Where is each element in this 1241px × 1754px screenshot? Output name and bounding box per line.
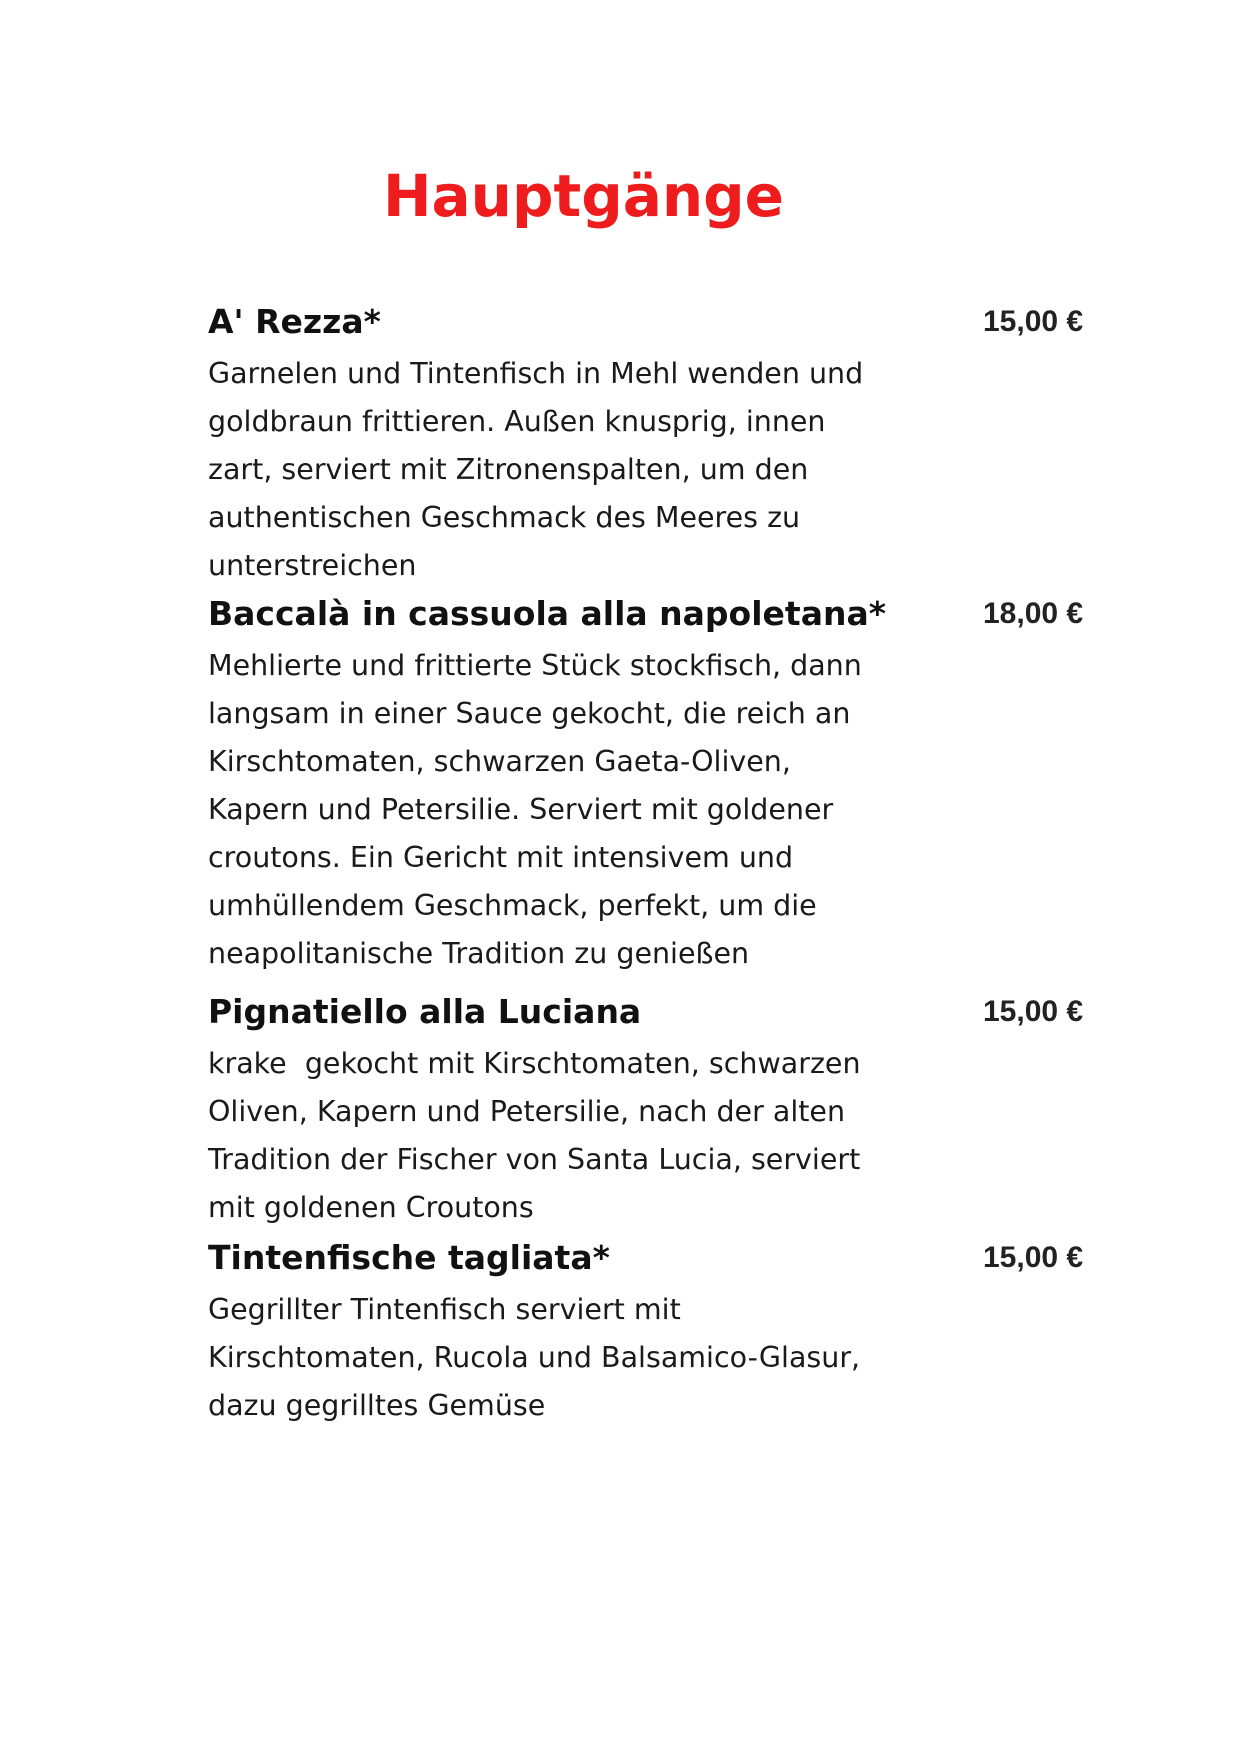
dish-description: [208, 350, 948, 590]
dish-name: Tintenfische tagliata*: [208, 1238, 610, 1277]
dish-name: Pignatiello alla Luciana: [208, 992, 642, 1031]
dish-description: [208, 1040, 948, 1232]
dish-price: 15,00 €: [983, 1241, 1084, 1274]
page-title: Hauptgänge: [383, 162, 785, 230]
description-line: Tradition der Fischer von Santa Lucia, serviert: [208, 1143, 861, 1176]
dish-price: 15,00 €: [983, 305, 1084, 338]
description-line: Garnelen und Tintenfisch in Mehl wenden und: [208, 357, 864, 390]
description-line: zart, serviert mit Zitronenspalten, um den: [208, 453, 809, 486]
description-line: krake gekocht mit Kirschtomaten, schwarzen: [208, 1047, 861, 1080]
description-line: mit goldenen Croutons: [208, 1191, 534, 1224]
description-line: Gegrillter Tintenfisch serviert mit: [208, 1293, 681, 1326]
dish-description: [208, 1286, 948, 1430]
description-line: unterstreichen: [208, 549, 417, 582]
description-line: croutons. Ein Gericht mit intensivem und: [208, 841, 794, 874]
dish-price: 15,00 €: [983, 995, 1084, 1028]
description-line: Kirschtomaten, schwarzen Gaeta-Oliven,: [208, 745, 791, 778]
dish-name: Baccalà in cassuola alla napoletana*: [208, 594, 886, 633]
description-line: Kirschtomaten, Rucola und Balsamico-Glasur,: [208, 1341, 861, 1374]
description-line: langsam in einer Sauce gekocht, die reich an: [208, 697, 851, 730]
description-line: Mehlierte und frittierte Stück stockfisch, dann: [208, 649, 862, 682]
description-line: neapolitanische Tradition zu genießen: [208, 937, 750, 970]
description-line: Oliven, Kapern und Petersilie, nach der alten: [208, 1095, 846, 1128]
description-line: dazu gegrilltes Gemüse: [208, 1389, 546, 1422]
description-line: goldbraun frittieren. Außen knusprig, innen: [208, 405, 826, 438]
description-line: umhüllendem Geschmack, perfekt, um die: [208, 889, 817, 922]
dish-price: 18,00 €: [983, 597, 1084, 630]
dish-name: A' Rezza*: [208, 302, 381, 341]
description-line: authentischen Geschmack des Meeres zu: [208, 501, 801, 534]
description-line: Kapern und Petersilie. Serviert mit goldener: [208, 793, 834, 826]
dish-description: [208, 642, 948, 978]
